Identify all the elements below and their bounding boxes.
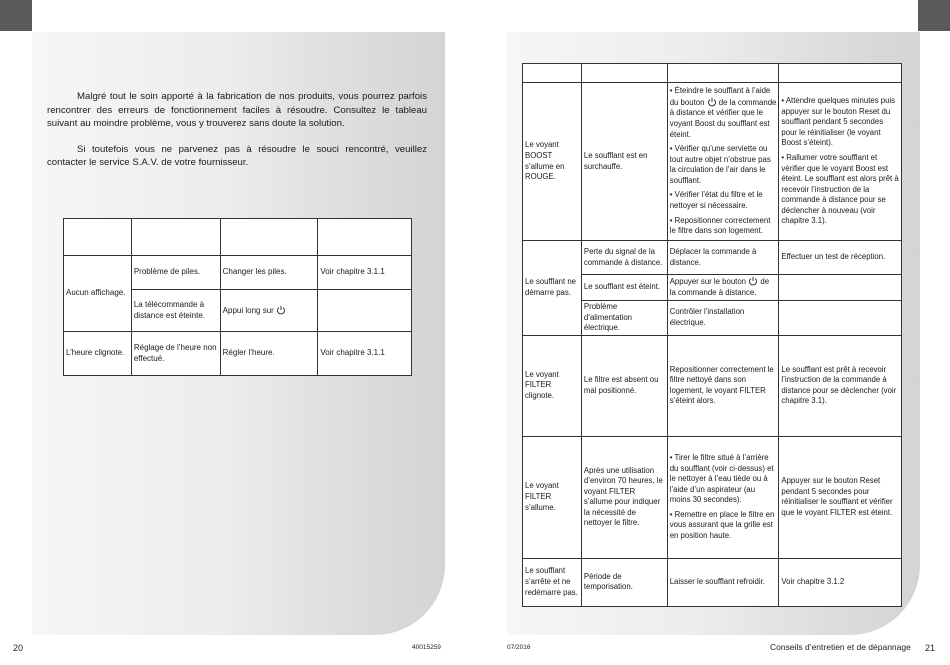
power-icon bbox=[276, 305, 286, 315]
reference-cell bbox=[318, 290, 412, 332]
solution-cell bbox=[667, 275, 779, 301]
intro-text bbox=[47, 90, 427, 182]
problem-cell: Aucun affichage. bbox=[64, 256, 132, 332]
problem-cell: Le voyant BOOST s’allume en ROUGE. bbox=[523, 83, 582, 241]
table-header-cell bbox=[779, 64, 902, 83]
table-header-cell bbox=[318, 219, 412, 256]
reference-cell: Le soufflant est prêt à recevoir l’instruction de la commande à distance pour se déclencher (voir chapitre 3.1). bbox=[779, 335, 902, 436]
problem-cell: L’heure clignote. bbox=[64, 332, 132, 376]
solution-text: Appui long sur bbox=[222, 305, 274, 315]
cause-cell: Réglage de l’heure non effectué. bbox=[131, 332, 220, 376]
left-page-number: 20 bbox=[13, 643, 24, 653]
reference-cell bbox=[779, 275, 902, 301]
solution-item: • Tirer le filtre situé à l’arrière du soufflant (voir ci-dessus) et le nettoyer à l’eau tiède ou à l’aide d’un aspirateur (au moins 30 secondes). bbox=[669, 452, 774, 505]
solution-cell bbox=[667, 436, 779, 558]
solution-cell: Déplacer la commande à distance. bbox=[667, 241, 779, 275]
reference-cell: Voir chapitre 3.1.2 bbox=[779, 558, 902, 606]
cause-cell: La télécommande à distance est éteinte. bbox=[131, 290, 220, 332]
cause-cell: Le soufflant est en surchauffe. bbox=[581, 83, 667, 241]
cause-cell: Perte du signal de la commande à distance. bbox=[581, 241, 667, 275]
problem-cell: Le soufflant s’arrête et ne redémarre pas. bbox=[523, 558, 582, 606]
solution-item: • Vérifier l’état du filtre et le nettoyer si nécessaire. bbox=[669, 190, 763, 211]
table-header-row bbox=[64, 219, 412, 256]
table-row bbox=[64, 332, 412, 376]
power-icon bbox=[707, 97, 717, 107]
solution-cell: Changer les piles. bbox=[220, 256, 318, 290]
problem-cell: Le soufflant ne démarre pas. bbox=[523, 241, 582, 336]
solution-item: • Vérifier qu’une serviette ou tout autre objet n’obstrue pas la circulation de l’air dans le soufflant. bbox=[669, 144, 771, 185]
solution-cell: Régler l’heure. bbox=[220, 332, 318, 376]
troubleshooting-table-blower bbox=[522, 63, 902, 607]
reference-cell: Voir chapitre 3.1.1 bbox=[318, 332, 412, 376]
reference-cell: Effectuer un test de réception. bbox=[779, 241, 902, 275]
table-header-cell bbox=[523, 64, 582, 83]
reference-item: • Attendre quelques minutes puis appuyer sur le bouton Reset du soufflant pendant 5 secondes pour le réinitialiser (le voyant Boost s’éteint). bbox=[781, 95, 896, 148]
document-code: 40015259 bbox=[412, 644, 441, 651]
solution-text: Appuyer sur le bouton bbox=[669, 277, 747, 287]
solution-text: • Éteindre le soufflant à l’aide du bouton bbox=[669, 86, 771, 107]
cause-cell: Problème de piles. bbox=[131, 256, 220, 290]
solution-item: • Repositionner correctement le filtre dans son logement. bbox=[669, 215, 771, 236]
cause-cell: Problème d’alimentation électrique. bbox=[581, 301, 667, 336]
document-date: 07/2016 bbox=[507, 644, 531, 651]
reference-item: • Rallumer votre soufflant et vérifier que le voyant Boost est éteint. Le soufflant est alors prêt à recevoir l’instruction de la commande à distance pour se déclencher à nouveau (voir chapitre 3.1). bbox=[781, 152, 899, 226]
solution-text: de la commande à distance et vérifier que le voyant Boost du soufflant est éteint. bbox=[669, 97, 777, 139]
table-header-cell bbox=[667, 64, 779, 83]
table-row bbox=[523, 558, 902, 606]
page-corner-tab-left bbox=[0, 0, 32, 31]
troubleshooting-table-remote bbox=[63, 218, 412, 376]
reference-cell: Appuyer sur le bouton Reset pendant 5 secondes pour réinitialiser le soufflant et vérifier que le voyant FILTER est éteint. bbox=[779, 436, 902, 558]
solution-cell bbox=[667, 83, 779, 241]
solution-cell bbox=[220, 290, 318, 332]
table-header-cell bbox=[64, 219, 132, 256]
right-page-number: 21 bbox=[925, 643, 936, 653]
cause-cell: Période de temporisation. bbox=[581, 558, 667, 606]
power-icon bbox=[748, 276, 758, 286]
solution-item bbox=[670, 86, 777, 140]
table-header-row bbox=[523, 64, 902, 83]
reference-cell bbox=[779, 301, 902, 336]
table-row bbox=[523, 241, 902, 275]
cause-cell: Le filtre est absent ou mal positionné. bbox=[581, 335, 667, 436]
table-header-cell bbox=[131, 219, 220, 256]
table-header-cell bbox=[220, 219, 318, 256]
cause-cell: Le soufflant est éteint. bbox=[581, 275, 667, 301]
table-row bbox=[523, 436, 902, 558]
intro-paragraph-2: Si toutefois vous ne parvenez pas à résoudre le souci rencontré, veuillez contacter le service S.A.V. de votre fournisseur. bbox=[47, 143, 427, 169]
reference-cell bbox=[779, 83, 902, 241]
table-row bbox=[523, 335, 902, 436]
problem-cell: Le voyant FILTER clignote. bbox=[523, 335, 582, 436]
reference-cell: Voir chapitre 3.1.1 bbox=[318, 256, 412, 290]
table-row bbox=[64, 256, 412, 290]
intro-paragraph-1: Malgré tout le soin apporté à la fabrication de nos produits, vous pourrez parfois rencontrer des erreurs de fonctionnement faciles à résoudre. Consultez le tableau suivant au moindre problème, vous y trouverez sans doute la solution. bbox=[47, 91, 427, 130]
solution-text: de la commande à distance. bbox=[669, 277, 770, 297]
cause-cell: Après une utilisation d’environ 70 heures, le voyant FILTER s’allume pour indiquer la nécessité de nettoyer le filtre. bbox=[581, 436, 667, 558]
solution-item: • Remettre en place le filtre en vous assurant que la grille est en position haute. bbox=[669, 509, 775, 541]
solution-cell: Contrôler l’installation électrique. bbox=[667, 301, 779, 336]
table-row bbox=[523, 83, 902, 241]
page-corner-tab-right bbox=[918, 0, 950, 31]
section-title: Conseils d’entretien et de dépannage bbox=[770, 642, 911, 652]
problem-cell: Le voyant FILTER s’allume. bbox=[523, 436, 582, 558]
solution-cell: Repositionner correctement le filtre nettoyé dans son logement, le voyant FILTER s’éteint alors. bbox=[667, 335, 779, 436]
solution-cell: Laisser le soufflant refroidir. bbox=[667, 558, 779, 606]
table-header-cell bbox=[581, 64, 667, 83]
